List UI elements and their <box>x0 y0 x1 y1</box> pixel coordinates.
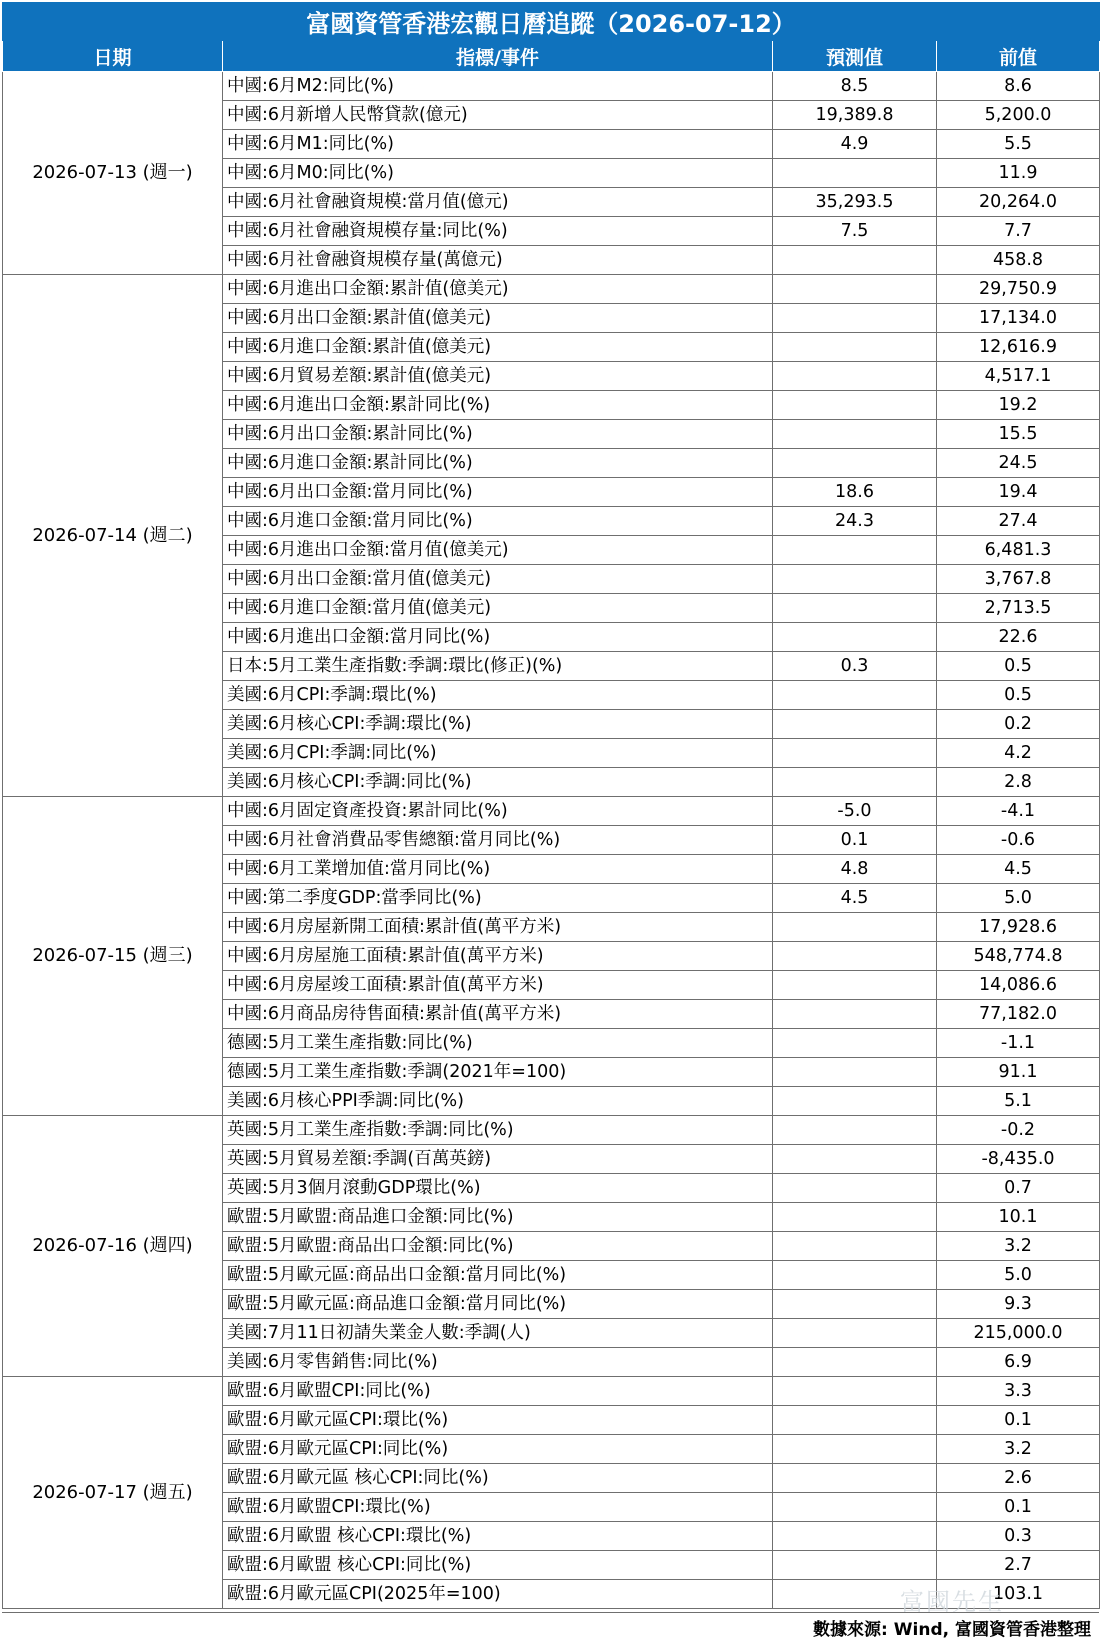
previous-cell: 4.2 <box>937 739 1100 768</box>
forecast-cell: -5.0 <box>773 797 937 826</box>
previous-cell: 22.6 <box>937 623 1100 652</box>
forecast-cell: 4.9 <box>773 130 937 159</box>
forecast-cell <box>773 1058 937 1087</box>
indicator-cell: 歐盟:6月歐元區CPI(2025年=100) <box>223 1580 773 1609</box>
indicator-cell: 中國:6月貿易差額:累計值(億美元) <box>223 362 773 391</box>
previous-cell: 3.2 <box>937 1232 1100 1261</box>
previous-cell: 10.1 <box>937 1203 1100 1232</box>
indicator-cell: 歐盟:6月歐元區CPI:環比(%) <box>223 1406 773 1435</box>
previous-cell: 0.5 <box>937 652 1100 681</box>
previous-cell: 14,086.6 <box>937 971 1100 1000</box>
indicator-cell: 英國:5月3個月滾動GDP環比(%) <box>223 1174 773 1203</box>
forecast-cell <box>773 420 937 449</box>
indicator-cell: 中國:6月M1:同比(%) <box>223 130 773 159</box>
indicator-cell: 中國:6月社會融資規模:當月值(億元) <box>223 188 773 217</box>
previous-cell: 0.1 <box>937 1406 1100 1435</box>
previous-cell: 17,928.6 <box>937 913 1100 942</box>
previous-cell: 91.1 <box>937 1058 1100 1087</box>
previous-cell: 3.2 <box>937 1435 1100 1464</box>
previous-cell: 2,713.5 <box>937 594 1100 623</box>
forecast-cell <box>773 1000 937 1029</box>
indicator-cell: 中國:6月進口金額:當月值(億美元) <box>223 594 773 623</box>
table-row <box>3 72 1100 101</box>
indicator-cell: 中國:6月固定資產投資:累計同比(%) <box>223 797 773 826</box>
indicator-cell: 美國:6月核心PPI季調:同比(%) <box>223 1087 773 1116</box>
previous-cell: 103.1 <box>937 1580 1100 1609</box>
watermark: 富國先生 <box>900 1588 1004 1616</box>
previous-cell: 15.5 <box>937 420 1100 449</box>
forecast-cell <box>773 565 937 594</box>
header-row <box>3 41 1100 72</box>
previous-cell: 17,134.0 <box>937 304 1100 333</box>
previous-cell: -1.1 <box>937 1029 1100 1058</box>
indicator-cell: 中國:6月房屋竣工面積:累計值(萬平方米) <box>223 971 773 1000</box>
macro-calendar-table <box>2 2 1100 1609</box>
indicator-cell: 中國:第二季度GDP:當季同比(%) <box>223 884 773 913</box>
forecast-cell <box>773 1087 937 1116</box>
indicator-cell: 美國:6月核心CPI:季調:環比(%) <box>223 710 773 739</box>
table-row <box>3 1116 1100 1145</box>
indicator-cell: 中國:6月M0:同比(%) <box>223 159 773 188</box>
previous-cell: 3.3 <box>937 1377 1100 1406</box>
forecast-cell <box>773 159 937 188</box>
forecast-cell: 0.1 <box>773 826 937 855</box>
indicator-cell: 德國:5月工業生產指數:同比(%) <box>223 1029 773 1058</box>
forecast-cell <box>773 275 937 304</box>
forecast-cell <box>773 1522 937 1551</box>
table-body <box>3 72 1100 1609</box>
footer <box>2 1612 1099 1641</box>
previous-cell: 19.2 <box>937 391 1100 420</box>
date-cell: 2026-07-16 (週四) <box>3 1116 223 1377</box>
previous-cell: 7.7 <box>937 217 1100 246</box>
indicator-cell: 中國:6月進出口金額:累計同比(%) <box>223 391 773 420</box>
indicator-cell: 中國:6月房屋施工面積:累計值(萬平方米) <box>223 942 773 971</box>
forecast-cell <box>773 1435 937 1464</box>
forecast-cell: 19,389.8 <box>773 101 937 130</box>
previous-cell: 0.5 <box>937 681 1100 710</box>
indicator-cell: 中國:6月工業增加值:當月同比(%) <box>223 855 773 884</box>
indicator-cell: 英國:5月貿易差額:季調(百萬英鎊) <box>223 1145 773 1174</box>
indicator-cell: 歐盟:6月歐盟CPI:環比(%) <box>223 1493 773 1522</box>
date-cell: 2026-07-14 (週二) <box>3 275 223 797</box>
forecast-cell <box>773 739 937 768</box>
date-cell: 2026-07-15 (週三) <box>3 797 223 1116</box>
indicator-cell: 中國:6月房屋新開工面積:累計值(萬平方米) <box>223 913 773 942</box>
previous-cell: 0.1 <box>937 1493 1100 1522</box>
indicator-cell: 德國:5月工業生產指數:季調(2021年=100) <box>223 1058 773 1087</box>
forecast-cell <box>773 304 937 333</box>
forecast-cell <box>773 333 937 362</box>
previous-cell: 24.5 <box>937 449 1100 478</box>
previous-cell: 0.2 <box>937 710 1100 739</box>
forecast-cell <box>773 594 937 623</box>
previous-cell: -8,435.0 <box>937 1145 1100 1174</box>
forecast-cell <box>773 1145 937 1174</box>
forecast-cell <box>773 1406 937 1435</box>
forecast-cell: 4.8 <box>773 855 937 884</box>
indicator-cell: 歐盟:5月歐元區:商品出口金額:當月同比(%) <box>223 1261 773 1290</box>
forecast-cell <box>773 1464 937 1493</box>
indicator-cell: 美國:6月零售銷售:同比(%) <box>223 1348 773 1377</box>
previous-cell: 2.6 <box>937 1464 1100 1493</box>
indicator-cell: 日本:5月工業生產指數:季調:環比(修正)(%) <box>223 652 773 681</box>
forecast-cell <box>773 449 937 478</box>
forecast-cell: 18.6 <box>773 478 937 507</box>
forecast-cell <box>773 768 937 797</box>
indicator-cell: 中國:6月進出口金額:當月同比(%) <box>223 623 773 652</box>
forecast-cell <box>773 971 937 1000</box>
date-cell: 2026-07-13 (週一) <box>3 72 223 275</box>
indicator-cell: 中國:6月社會消費品零售總額:當月同比(%) <box>223 826 773 855</box>
indicator-cell: 中國:6月進出口金額:累計值(億美元) <box>223 275 773 304</box>
indicator-cell: 中國:6月出口金額:當月值(億美元) <box>223 565 773 594</box>
indicator-cell: 歐盟:6月歐盟 核心CPI:同比(%) <box>223 1551 773 1580</box>
forecast-cell <box>773 1261 937 1290</box>
previous-cell: 29,750.9 <box>937 275 1100 304</box>
data-source-note: 數據來源: Wind, 富國資管香港整理 <box>813 1620 1091 1640</box>
indicator-cell: 中國:6月出口金額:當月同比(%) <box>223 478 773 507</box>
previous-cell: 20,264.0 <box>937 188 1100 217</box>
previous-cell: 9.3 <box>937 1290 1100 1319</box>
table-row <box>3 1377 1100 1406</box>
previous-cell: 0.7 <box>937 1174 1100 1203</box>
forecast-cell <box>773 246 937 275</box>
previous-cell: 3,767.8 <box>937 565 1100 594</box>
forecast-cell <box>773 1116 937 1145</box>
forecast-cell <box>773 1319 937 1348</box>
previous-cell: 5,200.0 <box>937 101 1100 130</box>
indicator-cell: 中國:6月進口金額:當月同比(%) <box>223 507 773 536</box>
previous-cell: 12,616.9 <box>937 333 1100 362</box>
indicator-cell: 歐盟:5月歐盟:商品出口金額:同比(%) <box>223 1232 773 1261</box>
previous-cell: 6,481.3 <box>937 536 1100 565</box>
header-forecast: 預測值 <box>773 41 937 72</box>
indicator-cell: 中國:6月出口金額:累計同比(%) <box>223 420 773 449</box>
indicator-cell: 中國:6月進出口金額:當月值(億美元) <box>223 536 773 565</box>
indicator-cell: 英國:5月工業生產指數:季調:同比(%) <box>223 1116 773 1145</box>
header-indicator: 指標/事件 <box>223 41 773 72</box>
table-row <box>3 797 1100 826</box>
previous-cell: 4,517.1 <box>937 362 1100 391</box>
forecast-cell <box>773 710 937 739</box>
forecast-cell <box>773 1174 937 1203</box>
previous-cell: 0.3 <box>937 1522 1100 1551</box>
previous-cell: 19.4 <box>937 478 1100 507</box>
previous-cell: 5.0 <box>937 1261 1100 1290</box>
forecast-cell: 7.5 <box>773 217 937 246</box>
indicator-cell: 中國:6月社會融資規模存量(萬億元) <box>223 246 773 275</box>
previous-cell: 548,774.8 <box>937 942 1100 971</box>
forecast-cell <box>773 1232 937 1261</box>
indicator-cell: 中國:6月商品房待售面積:累計值(萬平方米) <box>223 1000 773 1029</box>
forecast-cell <box>773 1348 937 1377</box>
indicator-cell: 歐盟:5月歐盟:商品進口金額:同比(%) <box>223 1203 773 1232</box>
previous-cell: 5.1 <box>937 1087 1100 1116</box>
indicator-cell: 中國:6月新增人民幣貸款(億元) <box>223 101 773 130</box>
indicator-cell: 美國:6月核心CPI:季調:同比(%) <box>223 768 773 797</box>
forecast-cell <box>773 1029 937 1058</box>
indicator-cell: 歐盟:6月歐元區CPI:同比(%) <box>223 1435 773 1464</box>
previous-cell: 458.8 <box>937 246 1100 275</box>
forecast-cell: 35,293.5 <box>773 188 937 217</box>
date-cell: 2026-07-17 (週五) <box>3 1377 223 1609</box>
previous-cell: -0.2 <box>937 1116 1100 1145</box>
forecast-cell <box>773 391 937 420</box>
previous-cell: -0.6 <box>937 826 1100 855</box>
forecast-cell <box>773 1377 937 1406</box>
forecast-cell <box>773 681 937 710</box>
forecast-cell <box>773 1290 937 1319</box>
previous-cell: 215,000.0 <box>937 1319 1100 1348</box>
forecast-cell: 0.3 <box>773 652 937 681</box>
forecast-cell: 4.5 <box>773 884 937 913</box>
previous-cell: 11.9 <box>937 159 1100 188</box>
indicator-cell: 歐盟:6月歐元區 核心CPI:同比(%) <box>223 1464 773 1493</box>
forecast-cell <box>773 362 937 391</box>
indicator-cell: 歐盟:5月歐元區:商品進口金額:當月同比(%) <box>223 1290 773 1319</box>
previous-cell: 2.8 <box>937 768 1100 797</box>
title-row <box>3 3 1100 41</box>
previous-cell: 5.0 <box>937 884 1100 913</box>
indicator-cell: 美國:7月11日初請失業金人數:季調(人) <box>223 1319 773 1348</box>
indicator-cell: 歐盟:6月歐盟CPI:同比(%) <box>223 1377 773 1406</box>
forecast-cell <box>773 1551 937 1580</box>
previous-cell: 6.9 <box>937 1348 1100 1377</box>
previous-cell: 27.4 <box>937 507 1100 536</box>
header-previous: 前值 <box>937 41 1100 72</box>
indicator-cell: 中國:6月出口金額:累計值(億美元) <box>223 304 773 333</box>
previous-cell: -4.1 <box>937 797 1100 826</box>
forecast-cell <box>773 536 937 565</box>
previous-cell: 2.7 <box>937 1551 1100 1580</box>
table-title: 富國資管香港宏觀日曆追蹤（2026-07-12） <box>3 3 1100 41</box>
previous-cell: 4.5 <box>937 855 1100 884</box>
forecast-cell <box>773 942 937 971</box>
previous-cell: 77,182.0 <box>937 1000 1100 1029</box>
indicator-cell: 歐盟:6月歐盟 核心CPI:環比(%) <box>223 1522 773 1551</box>
header-date: 日期 <box>3 41 223 72</box>
indicator-cell: 中國:6月M2:同比(%) <box>223 72 773 101</box>
forecast-cell <box>773 1203 937 1232</box>
indicator-cell: 美國:6月CPI:季調:同比(%) <box>223 739 773 768</box>
indicator-cell: 中國:6月社會融資規模存量:同比(%) <box>223 217 773 246</box>
forecast-cell: 8.5 <box>773 72 937 101</box>
indicator-cell: 中國:6月進口金額:累計值(億美元) <box>223 333 773 362</box>
table-row <box>3 275 1100 304</box>
forecast-cell: 24.3 <box>773 507 937 536</box>
previous-cell: 5.5 <box>937 130 1100 159</box>
forecast-cell <box>773 1493 937 1522</box>
indicator-cell: 中國:6月進口金額:累計同比(%) <box>223 449 773 478</box>
forecast-cell <box>773 913 937 942</box>
indicator-cell: 美國:6月CPI:季調:環比(%) <box>223 681 773 710</box>
forecast-cell <box>773 623 937 652</box>
previous-cell: 8.6 <box>937 72 1100 101</box>
